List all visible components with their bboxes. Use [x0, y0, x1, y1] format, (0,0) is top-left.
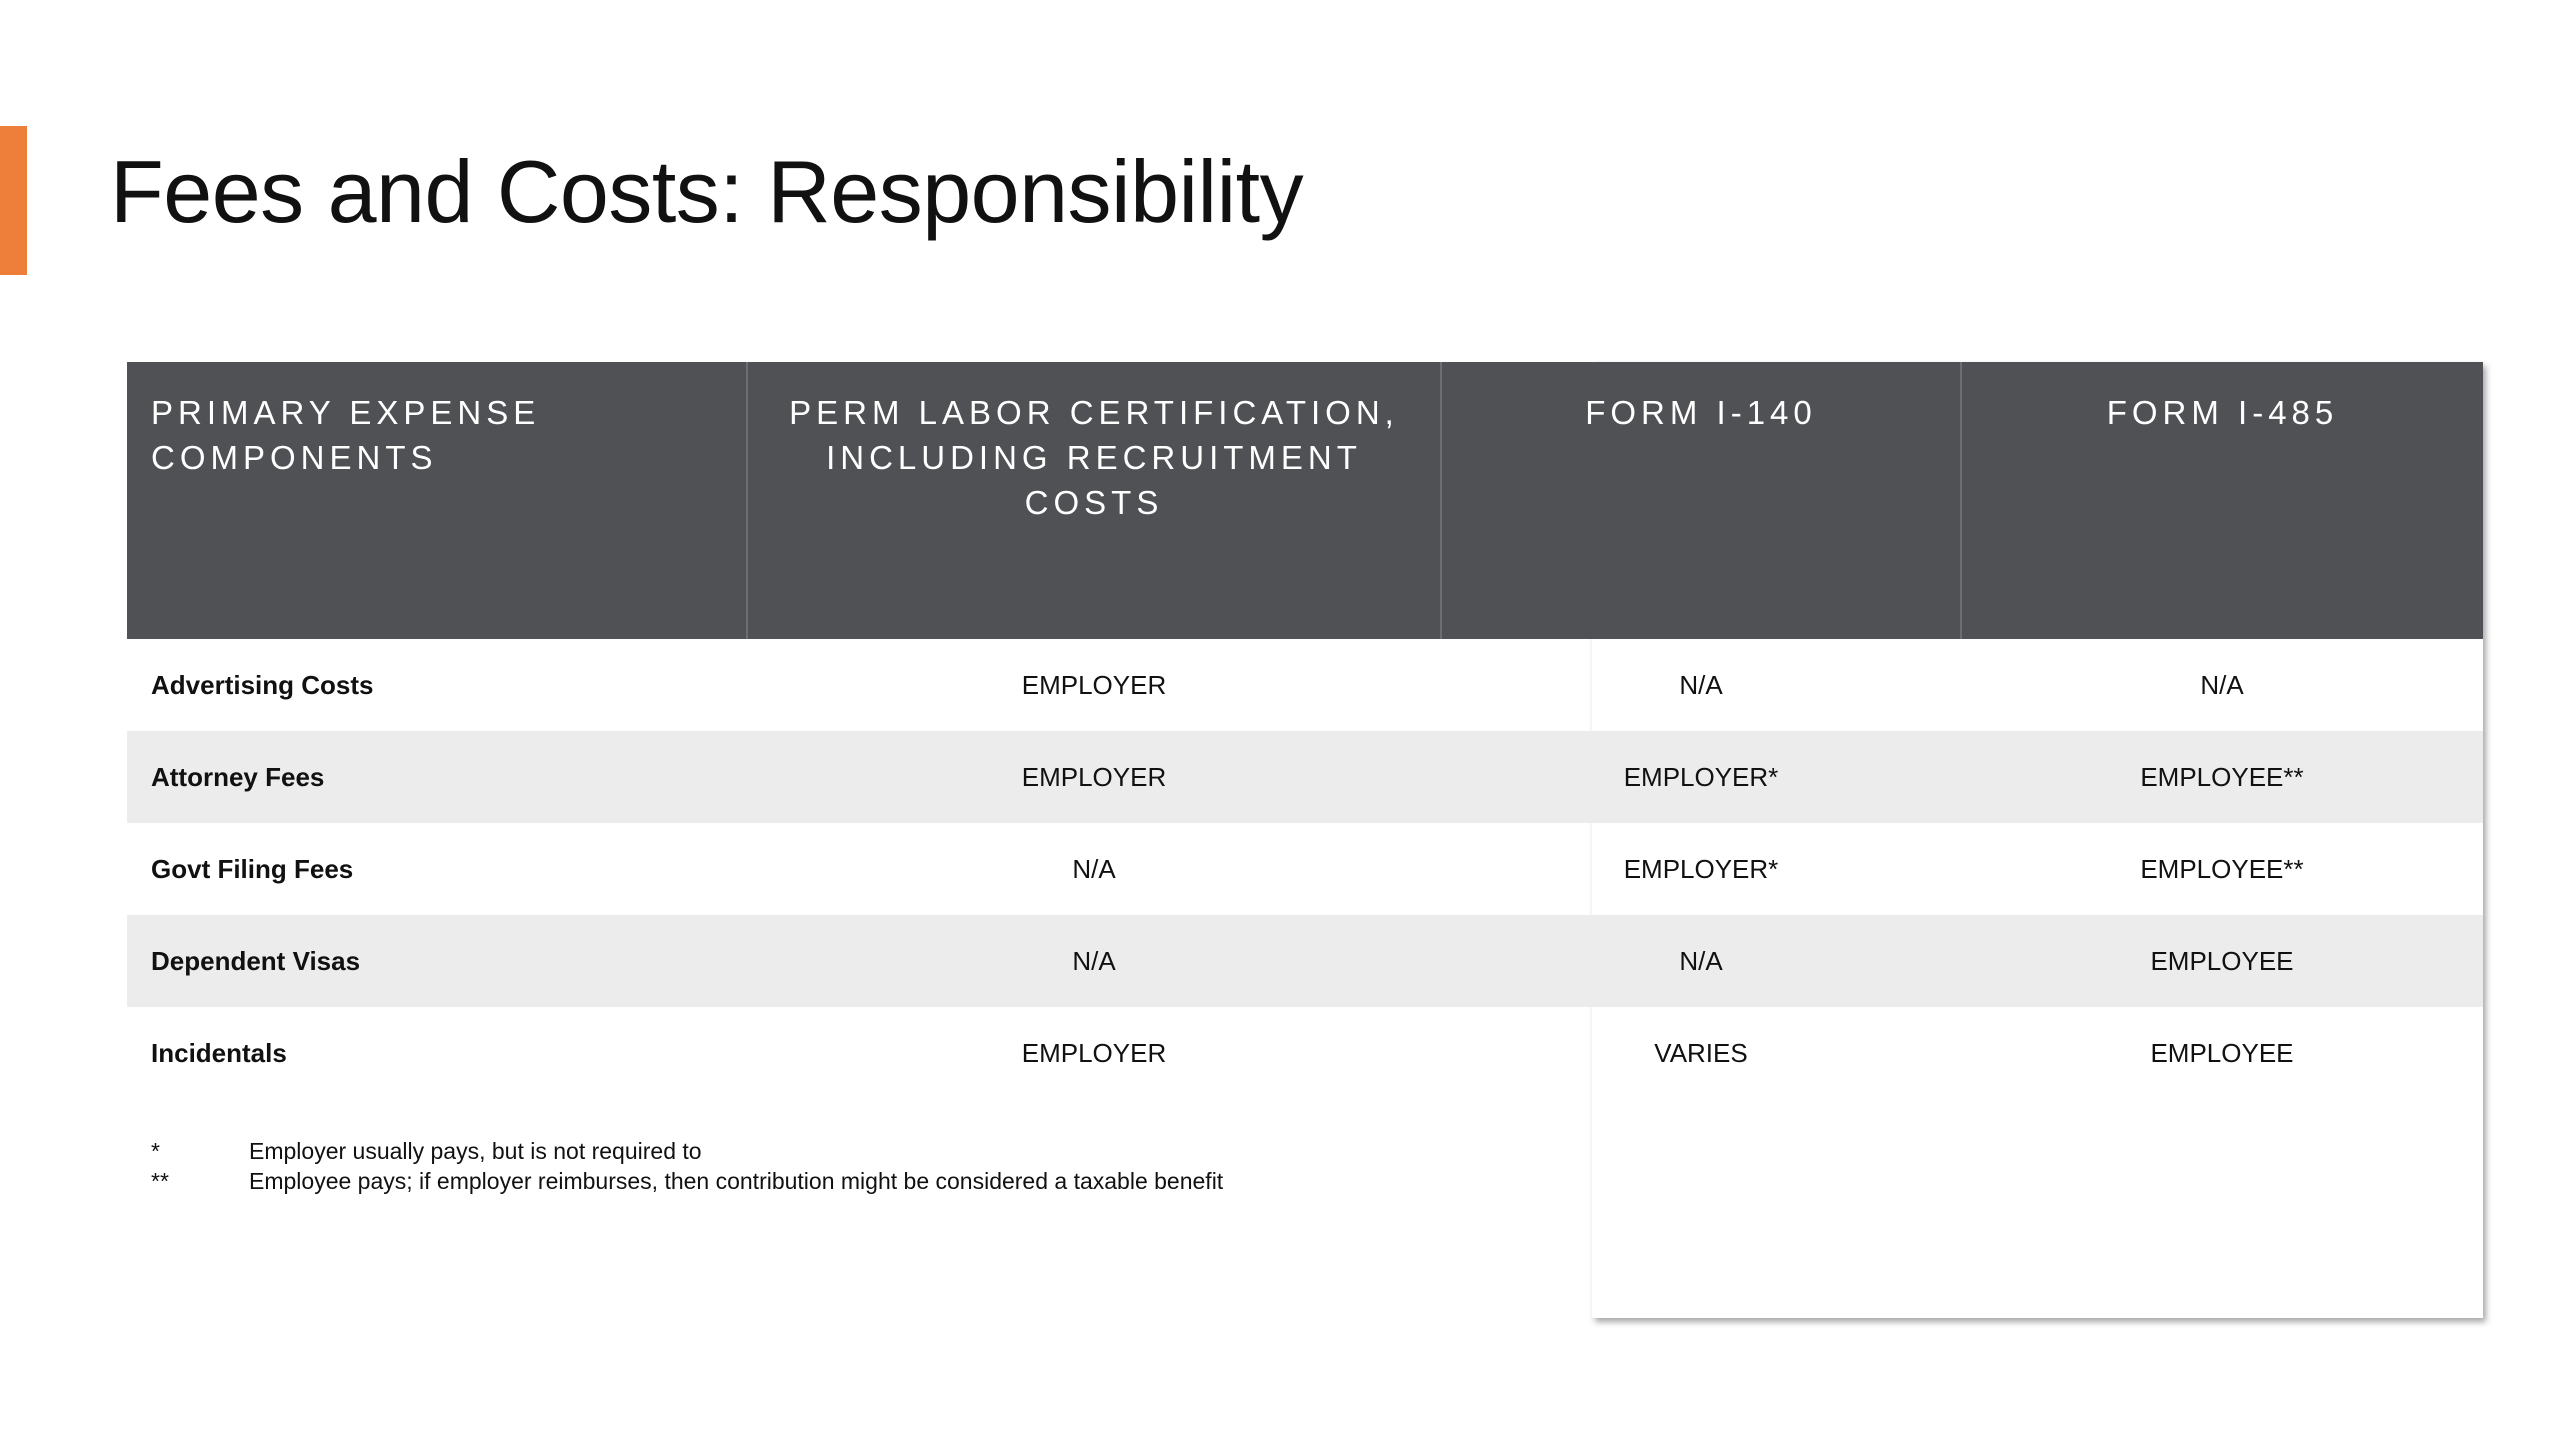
footnote-text: Employee pays; if employer reimburses, then contribution might be considered a taxable benefit — [249, 1168, 1224, 1194]
cell-i140: EMPLOYER* — [1441, 731, 1961, 823]
footnote — [151, 1136, 1223, 1166]
cell-perm: EMPLOYER — [747, 731, 1441, 823]
footnote-mark: * — [151, 1138, 160, 1164]
cell-i485: N/A — [2200, 669, 2244, 700]
row-label: Govt Filing Fees — [151, 853, 354, 884]
cell-perm: EMPLOYER — [1021, 1037, 1167, 1068]
footnote-mark: ** — [151, 1168, 169, 1194]
cell-i485: EMPLOYEE** — [1961, 731, 2483, 823]
title-accent-bar — [0, 126, 27, 275]
cell-perm: N/A — [747, 915, 1441, 1007]
slide-title: Fees and Costs: Responsibility — [110, 142, 1304, 241]
expense-table-container — [127, 362, 2483, 1099]
table-row — [127, 639, 2483, 731]
cell-i140: VARIES — [1654, 1037, 1748, 1068]
header-perm-labor-certification: PERM LABOR CERTIFICATION, INCLUDING RECRUITMENT COSTS — [747, 362, 1441, 639]
table-row — [127, 915, 2483, 1007]
cell-i485: EMPLOYEE — [1961, 915, 2483, 1007]
cell-perm: N/A — [1072, 853, 1116, 884]
table-row — [127, 823, 2483, 915]
footnotes — [151, 1136, 1223, 1196]
row-label: Dependent Visas — [127, 915, 747, 1007]
table-header-row — [127, 362, 2483, 639]
expense-responsibility-table — [127, 362, 2483, 1099]
row-label: Attorney Fees — [127, 731, 747, 823]
cell-i485: EMPLOYEE** — [2140, 853, 2304, 884]
cell-i140: N/A — [1441, 915, 1961, 1007]
table-row — [127, 1007, 2483, 1099]
footnote-text: Employer usually pays, but is not required to — [249, 1138, 702, 1164]
row-label: Advertising Costs — [151, 669, 374, 700]
cell-i485: EMPLOYEE — [2150, 1037, 2294, 1068]
footnote — [151, 1166, 1223, 1196]
cell-perm: EMPLOYER — [1021, 669, 1167, 700]
table-row — [127, 731, 2483, 823]
header-primary-expense-components: PRIMARY EXPENSE COMPONENTS — [127, 362, 747, 639]
cell-i140: N/A — [1679, 669, 1723, 700]
header-form-i485: FORM I-485 — [1961, 362, 2483, 639]
row-label: Incidentals — [151, 1037, 287, 1068]
header-form-i140: FORM I-140 — [1441, 362, 1961, 639]
cell-i140: EMPLOYER* — [1623, 853, 1779, 884]
